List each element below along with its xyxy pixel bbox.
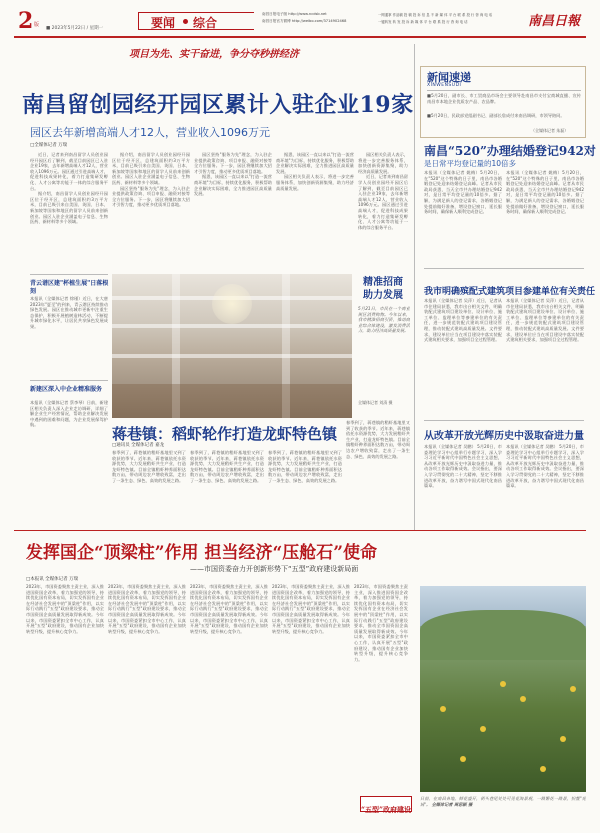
five-type-badge-text: “五型”政府建设: [361, 805, 412, 814]
jiangxiang-col-3: 春季到了，蒋巷镇的稻虾基地里又到了收获的季节。近年来，蒋巷镇依托水资源优势，大力发展稻虾共生产业，打造龙虾特色镇。目前全镇稻虾种养面积达数万亩，带动周边农户增收致富，走出了一条生态、绿色、高效的发展之路。: [268, 450, 342, 483]
page-number: 2: [18, 8, 34, 34]
column2-col-1: 本报讯（全媒体记者 吴萍）近日，记者从市住建局获悉，我市出台相关文件，明确装配式建筑项目建设单位、设计单位、施工单位、监理单位等参建单位的有关责任，进一步规范装配式建筑项目建设管理，推动装配式建筑高质量发展。文件要求，建设单位应当在项目建设中落实装配式建筑相关要求，加强项目全过程管理。: [424, 298, 502, 343]
header-link-1[interactable]: 南昌日报电子版 http://www.ncdsb.net: [262, 12, 327, 16]
marriage-col-1: 本报讯（全媒体记者 姚梅）5月20日，在"520"这个特殊的日子里，南昌市各婚姻登记处迎来结婚登记高峰。记者从市民政局获悉，当天全市共办理结婚登记942对，是日常平均登记量的10倍多。据了解，为满足新人的登记需求，各婚姻登记处提前做好准备，增设登记窗口，延长服务时间，确保新人顺利完成登记。: [424, 170, 502, 215]
jiangxiang-title: 蒋巷镇：稻虾轮作打造龙虾特色镇: [112, 425, 338, 443]
flower-dot-6: [540, 766, 546, 772]
main-para-4b: 据悉，该园区一直以来以"打造一流营商环境"为目标，持续优化服务，积极帮助企业解决实际困难，全力推进园区高质量发展。: [276, 152, 354, 174]
divider-left-top: [30, 274, 108, 275]
flower-tree: [420, 610, 586, 660]
main-col-1: [30, 152, 108, 270]
header-rule: [14, 36, 586, 38]
photo-balcony-3: [112, 354, 352, 358]
marriage-subtitle: 是日常平均登记量的10倍多: [424, 159, 517, 168]
right-divider-2: [424, 420, 584, 421]
flower-dot-4: [560, 736, 566, 742]
flower-dot-3: [520, 696, 526, 702]
bottom-top-rule: [14, 530, 586, 531]
flower-dot-5: [460, 756, 466, 762]
main-title: 南昌留创园经开园区累计入驻企业19家: [22, 92, 414, 118]
five-type-badge: [360, 796, 412, 812]
news-flash-box: [420, 66, 586, 138]
marriage-title: 南昌“520”办理结婚登记942对: [424, 144, 596, 158]
story1-title: 青云谱区建"杯植生展"日落根刻: [30, 280, 109, 295]
header-link-2[interactable]: 南昌日报官方微博 http://weibo.com/3714902468: [262, 19, 347, 23]
news-flash-subtitle: XINWENSUDI: [427, 83, 462, 88]
caption-title-1: 精准招商: [363, 277, 403, 288]
flower-dot-2: [480, 726, 486, 732]
section-name-2: 综合: [193, 16, 218, 30]
page-header: [0, 0, 600, 42]
main-para-2b: 据介绍，南昌留学人员创业园经开园区位于经开区，总建筑面积约3万平方米，目前已吸引来自美国、英国、日本、新加坡等国家和地区的留学人员前来创新创业。园区入驻企业涵盖电子信息、生物医药、新材料等多个领域。: [112, 152, 190, 185]
vertical-divider: [414, 44, 415, 530]
story1-body: 本报讯（全媒体记者 徐瑾）近日，在大唐2023年"夏至"的到来，青云谱区持续推动绿色发展。园区在推动城市更新中注重生态保护，积极开展植树造林活动，不断提升城市绿化水平，让居民共享绿色发展成果。: [30, 296, 108, 329]
bottom-title: 发挥国企“顶梁柱”作用 担当经济“压舱石”使命: [26, 543, 378, 563]
bottom-col-1: 2023年，市国资委聚焦主责主业，深入推进国资国企改革，着力加强党的领导，持续优化国有资本布局，切实发挥国有企业在经济社会发展中的"顶梁柱"作用，以实际行动践行"五型"政府建设要求，推动全市国资国企高质量发展取得新成效。今年以来，市国资委紧扣全市中心工作，认真开展"五型"政府建设，推动国有企业加快转型升级，提升核心竞争力。: [26, 584, 104, 634]
newspaper-logo: 南昌日報: [528, 14, 581, 29]
main-para-3b: 园区坚持"服务为先"理念，为入驻企业提供政策咨询、项目申报、融资对接等全方位服务。下一步，园区将继续加大招才引智力度，推动更多优质项目落地。: [194, 152, 272, 174]
main-col-5: [358, 152, 408, 270]
column3-title: 从改革开放光辉历史中汲取奋进力量: [424, 431, 584, 442]
main-col-3: [194, 152, 272, 270]
main-para-1b: 近日，记者来到南昌留学人员创业园经开园区后了解到，截至目前园区已入驻企业19家，去年新增高端人才12人，营业收入1096万元。园区通过引进高端人才，促进科技成果转化，着力打造集研发孵化、人才公寓等功能于一体的综合服务平台。: [358, 174, 408, 230]
main-para-5: 园区相关负责人表示，将进一步完善服务体系，加快创新资源集聚，助力经济高质量发展。: [276, 174, 354, 191]
caption-title-2: 助力发展: [363, 290, 403, 301]
main-para-2: 据介绍，南昌留学人员创业园经开园区位于经开区，总建筑面积约3万平方米，目前已吸引来自美国、英国、日本、新加坡等国家和地区的留学人员前来创新创业。园区入驻企业涵盖电子信息、生物医药、新材料等多个领域。: [30, 191, 108, 225]
flower-dot-7: [500, 681, 506, 687]
main-subtitle: 园区去年新增高端人才12人，营业收入1096万元: [30, 126, 270, 139]
kicker-text: 项目为先、实干奋进，争分夺秒拼经济: [129, 49, 299, 60]
main-col-4: [276, 152, 354, 270]
photo-balcony-2: [112, 324, 352, 328]
story2-body: 本报讯（全媒体记者 蔡李琴）日前，新建区相关负责人深入企业走访调研，详细了解企业生产经营情况，帮助企业解决发展中遇到的困难和问题，为企业发展保驾护航。: [30, 400, 108, 428]
bottom-col-4: 2023年，市国资委聚焦主责主业，深入推进国资国企改革，着力加强党的领导，持续优化国有资本布局，切实发挥国有企业在经济社会发展中的"顶梁柱"作用，以实际行动践行"五型"政府建设要求，推动全市国资国企高质量发展取得新成效。今年以来，市国资委紧扣全市中心工作，认真开展"五型"政府建设，推动国有企业加快转型升级，提升核心竞争力。: [272, 584, 350, 634]
photo-caption-credit: 全媒体记者 刘清 摄: [358, 400, 393, 405]
header-links-4: 一键转发 转 发 投 诉 新 媒 体 平 台 联 系 投 行 咨 询 电 话: [378, 20, 468, 24]
right-divider-1: [424, 268, 584, 269]
main-para-4: 据悉，该园区一直以来以"打造一流营商环境"为目标，持续优化服务，积极帮助企业解决实际困难，全力推进园区高质量发展。: [194, 174, 272, 197]
section-dot-icon: [183, 19, 188, 24]
column3-col-2: 本报讯（全媒体记者 吴鹏） 5月20日，市委理论学习中心组举行专题学习，深入学习习近平新时代中国特色社会主义思想，从改革开放光辉历史中汲取奋进力量，推动各项工作取得新成效。会议指出，要深入学习贯彻党的二十大精神，坚定不移推进改革开放，奋力谱写中国式现代化南昌篇章。: [506, 444, 584, 489]
column2-col-2: 本报讯（全媒体记者 吴萍）近日，记者从市住建局获悉，我市出台相关文件，明确装配式建筑项目建设单位、设计单位、施工单位、监理单位等参建单位的有关责任，进一步规范装配式建筑项目建设管理，推动装配式建筑高质量发展。文件要求，建设单位应当在项目建设中落实装配式建筑相关要求，加强项目全过程管理。: [506, 298, 584, 343]
news-flash-item-1: ■5月20日，副市长、市工贸商品市场会主要领导赴南昌市支付宝商城直播、宣传南昌市本地企业优质农产品、农品牌。: [427, 93, 581, 104]
column3-col-1: 本报讯（全媒体记者 吴鹏） 5月20日，市委理论学习中心组举行专题学习，深入学习习近平新时代中国特色社会主义思想，从改革开放光辉历史中汲取奋进力量，推动各项工作取得新成效。会议指出，要深入学习贯彻党的二十大精神，坚定不移推进改革开放，奋力谱写中国式现代化南昌篇章。: [424, 444, 502, 489]
photo-caption-body: 5月21日，市民在一个商业街区消费购物。今年以来，我市精准招商引资，推动商业综合体建设，激发消费活力，助力经济高质量发展。: [358, 306, 410, 334]
jiangxiang-byline: □通讯员 全媒体记者 嘉龙: [112, 443, 165, 448]
mall-photo: [112, 274, 352, 418]
bottom-col-3: 2023年，市国资委聚焦主责主业，深入推进国资国企改革，着力加强党的领导，持续优化国有资本布局，切实发挥国有企业在经济社会发展中的"顶梁柱"作用，以实际行动践行"五型"政府建设要求，推动全市国资国企高质量发展取得新成效。今年以来，市国资委紧扣全市中心工作，认真开展"五型"政府建设，推动国有企业加快转型升级，提升核心竞争力。: [190, 584, 268, 634]
main-para-5b: 园区相关负责人表示，将进一步完善服务体系，加快创新资源集聚，助力经济高质量发展。: [358, 152, 408, 174]
story2-title: 新建区深入中企业精准服务: [30, 386, 103, 393]
flower-caption-credit: 全媒体记者 周思颖 摄: [431, 801, 473, 807]
section-name: 要闻: [151, 16, 176, 30]
news-flash-rule: [427, 90, 581, 91]
main-col-2: [112, 152, 190, 270]
photo-floor: [112, 384, 352, 418]
news-flash-item-2: ■5月20日，民政部党组副书记、副部长詹成付来南昌调研，市领导陪同。: [427, 113, 565, 118]
flower-dot-1: [440, 706, 446, 712]
main-byline: □全媒体记者 万瑞: [30, 143, 68, 148]
divider-left-mid: [30, 380, 108, 381]
date-line: ■ 2023年5月22日 / 星期一: [46, 26, 104, 31]
photo-caption-title: [356, 276, 410, 302]
bottom-byline: □本报讯 全媒体记者 万瑞: [26, 577, 79, 582]
flower-dot-8: [570, 686, 576, 692]
marriage-col-2: 本报讯（全媒体记者 姚梅）5月20日，在"520"这个特殊的日子里，南昌市各婚姻登记处迎来结婚登记高峰。记者从市民政局获悉，当天全市共办理结婚登记942对，是日常平均登记量的10倍多。据了解，为满足新人的登记需求，各婚姻登记处提前做好准备，增设登记窗口，延长服务时间，确保新人顺利完成登记。: [506, 170, 584, 215]
header-links-3: 一网通掌 作品稿 投 稿 投 诉 信 息 不 新 媒 体 平 台 联 系 投 行 咨 询 电 话: [378, 13, 493, 17]
jiangxiang-col-4: 春季到了，蒋巷镇的稻虾基地里又到了收获的季节。近年来，蒋巷镇依托水资源优势，大力发展稻虾共生产业，打造龙虾特色镇。目前全镇稻虾种养面积达数万亩，带动周边农户增收致富，走出了一条生态、绿色、高效的发展之路。: [346, 420, 410, 459]
jiangxiang-col-1: 春季到了，蒋巷镇的稻虾基地里又到了收获的季节。近年来，蒋巷镇依托水资源优势，大力发展稻虾共生产业，打造龙虾特色镇。目前全镇稻虾种养面积达数万亩，带动周边农户增收致富，走出了一条生态、绿色、高效的发展之路。: [112, 450, 186, 483]
news-flash-title: 新闻速递: [427, 71, 471, 84]
jiangxiang-col-2: 春季到了，蒋巷镇的稻虾基地里又到了收获的季节。近年来，蒋巷镇依托水资源优势，大力发展稻虾共生产业，打造龙虾特色镇。目前全镇稻虾种养面积达数万亩，带动周边农户增收致富，走出了一条生态、绿色、高效的发展之路。: [190, 450, 264, 483]
news-flash-credit: （全媒体记者 朱磊）: [531, 128, 569, 133]
bottom-col-2: 2023年，市国资委聚焦主责主业，深入推进国资国企改革，着力加强党的领导，持续优化国有资本布局，切实发挥国有企业在经济社会发展中的"顶梁柱"作用，以实际行动践行"五型"政府建设要求，推动全市国资国企高质量发展取得新成效。今年以来，市国资委紧扣全市中心工作，认真开展"五型"政府建设，推动国有企业加快转型升级，提升核心竞争力。: [108, 584, 186, 634]
main-para-3: 园区坚持"服务为先"理念，为入驻企业提供政策咨询、项目申报、融资对接等全方位服务。下一步，园区将继续加大招才引智力度，推动更多优质项目落地。: [112, 185, 190, 208]
bottom-subtitle: ——市国资委奋力开创新形势下“五型”政府建设新局面: [190, 565, 359, 573]
main-kicker: [24, 42, 404, 58]
photo-light-1: [212, 284, 252, 324]
column2-title: 我市明确殡配式建筑项目参建单位有关责任: [424, 287, 596, 297]
flower-caption-body: 日前，在南昌各地，鲜花盛开，街头巷尾处处可见花海景观，一路繁花一路景，扮靓"花城"。: [420, 796, 586, 807]
page-label: 版: [34, 22, 40, 28]
section-box: [138, 12, 254, 30]
main-para-1: 近日，记者来到南昌留学人员创业园经开园区后了解到，截至目前园区已入驻企业19家，去年新增高端人才12人，营业收入1096万元。园区通过引进高端人才，促进科技成果转化，着力打造集研发孵化、人才公寓等功能于一体的综合服务平台。: [30, 152, 108, 191]
flower-caption: [420, 796, 586, 822]
flower-photo: [420, 586, 586, 792]
bottom-col-5: 2023年，市国资委聚焦主责主业，深入推进国资国企改革，着力加强党的领导，持续优化国有资本布局，切实发挥国有企业在经济社会发展中的"顶梁柱"作用，以实际行动践行"五型"政府建设要求，推动全市国资国企高质量发展取得新成效。今年以来，市国资委紧扣全市中心工作，认真开展"五型"政府建设，推动国有企业加快转型升级，提升核心竞争力。: [354, 584, 408, 662]
